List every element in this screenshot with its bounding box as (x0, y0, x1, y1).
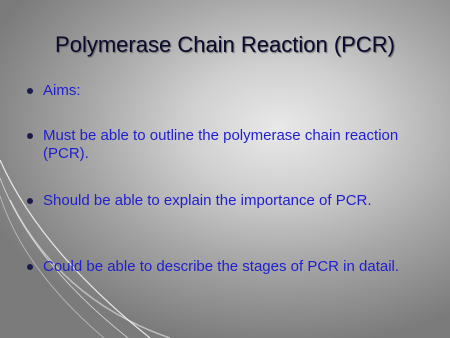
bullet-text: Should be able to explain the importance of PCR. (43, 192, 372, 209)
bullet-marker-icon (27, 88, 33, 94)
bullet-marker-icon (27, 264, 33, 270)
slide-title: Polymerase Chain Reaction (PCR) (55, 32, 395, 57)
bullet-text: Could be able to describe the stages of PCR in datail. (43, 258, 400, 275)
bullet-text: Aims: (43, 82, 81, 99)
bullet-marker-icon (27, 198, 33, 204)
bullet-marker-icon (27, 133, 33, 139)
bullet-text: Must be able to outline the polymerase chain reaction (PCR). (43, 127, 399, 162)
